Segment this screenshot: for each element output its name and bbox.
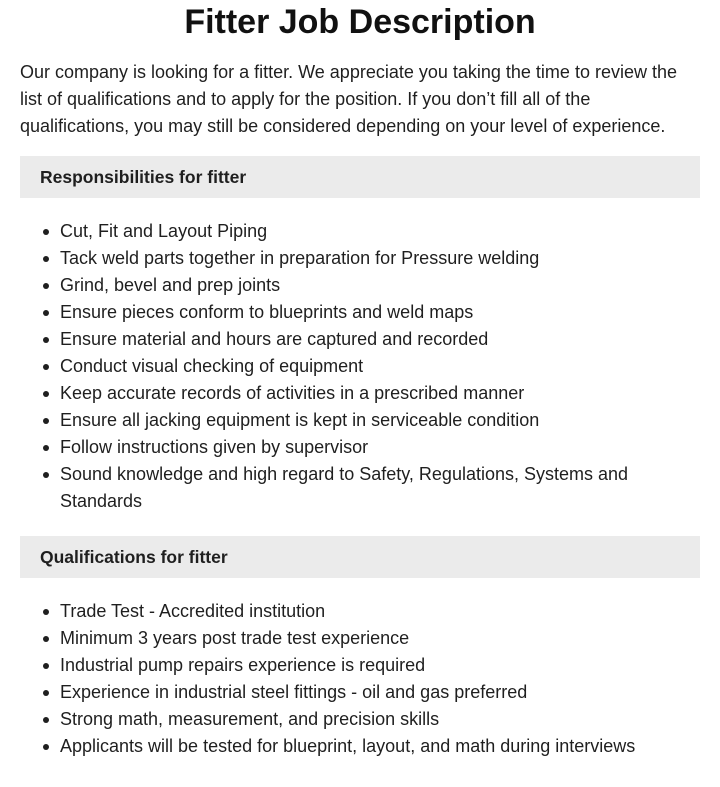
list-item: Grind, bevel and prep joints xyxy=(60,272,700,299)
list-item: Cut, Fit and Layout Piping xyxy=(60,218,700,245)
list-item: Ensure all jacking equipment is kept in serviceable condition xyxy=(60,407,700,434)
list-item: Ensure pieces conform to blueprints and weld maps xyxy=(60,299,700,326)
list-item: Trade Test - Accredited institution xyxy=(60,598,700,625)
intro-paragraph: Our company is looking for a fitter. We appreciate you taking the time to review the list of qualifications and to apply for the position. If you don’t fill all of the qualifications, you may still be considered depending on your level of experience. xyxy=(20,62,677,136)
qualifications-heading: Qualifications for fitter xyxy=(40,546,228,567)
responsibilities-header xyxy=(20,156,700,198)
list-item: Follow instructions given by supervisor xyxy=(60,434,700,461)
list-item: Minimum 3 years post trade test experience xyxy=(60,625,700,652)
list-item: Sound knowledge and high regard to Safety, Regulations, Systems and Standards xyxy=(60,461,700,515)
list-item: Ensure material and hours are captured and recorded xyxy=(60,326,700,353)
qualifications-list xyxy=(20,598,700,760)
list-item: Keep accurate records of activities in a prescribed manner xyxy=(60,380,700,407)
list-item: Applicants will be tested for blueprint, layout, and math during interviews xyxy=(60,733,700,760)
responsibilities-list xyxy=(20,218,700,515)
list-item: Tack weld parts together in preparation for Pressure welding xyxy=(60,245,700,272)
responsibilities-heading: Responsibilities for fitter xyxy=(40,166,247,187)
list-item: Conduct visual checking of equipment xyxy=(60,353,700,380)
list-item: Experience in industrial steel fittings - oil and gas preferred xyxy=(60,679,700,706)
list-item: Strong math, measurement, and precision skills xyxy=(60,706,700,733)
page-title: Fitter Job Description xyxy=(184,3,536,41)
list-item: Industrial pump repairs experience is required xyxy=(60,652,700,679)
qualifications-header xyxy=(20,536,700,578)
